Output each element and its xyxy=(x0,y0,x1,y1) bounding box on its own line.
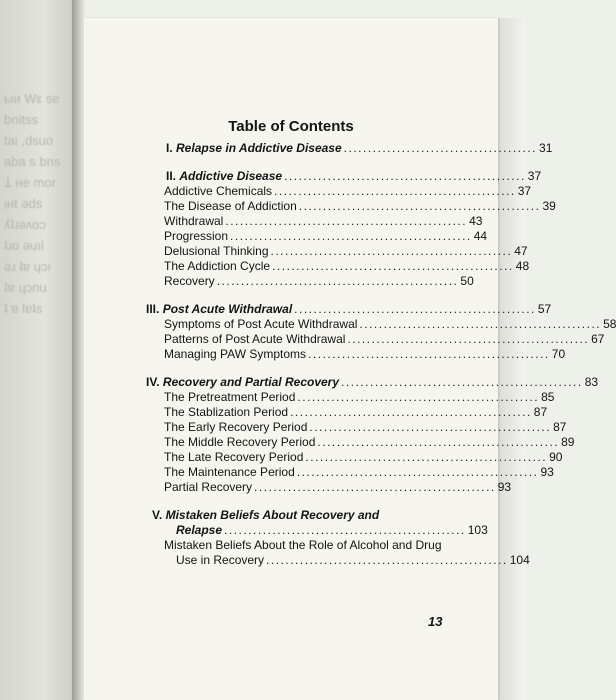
chapter-number: V. xyxy=(152,508,163,522)
leader-dots: .................................................. xyxy=(341,375,583,389)
chapter-number: II. xyxy=(166,169,177,183)
leader-dots: ........................................ xyxy=(343,141,538,155)
chapter-number: IV. xyxy=(146,375,160,389)
leader-dots: .................................................. xyxy=(294,302,536,316)
chapter-title-line1: Mistaken Beliefs About Recovery and xyxy=(165,508,380,522)
chapter-number: III. xyxy=(146,302,160,316)
toc-entry: Addictive Chemicals .................................................. 37 xyxy=(164,184,532,198)
chapter-number: I. xyxy=(166,141,173,155)
toc-entry: Delusional Thinking .................................................. 47 xyxy=(164,244,528,258)
toc-entry: Recovery .................................................. 50 xyxy=(164,274,474,288)
page-ref: 57 xyxy=(537,302,552,316)
toc-chapter xyxy=(166,141,553,156)
toc-entry: Patterns of Post Acute Withdrawal .................................................. 67 xyxy=(164,332,605,346)
toc-entry: Managing PAW Symptoms .................................................. 70 xyxy=(164,347,566,361)
chapter-title-line2: Relapse xyxy=(176,523,223,537)
toc-entry: Use in Recovery .................................................. 104 xyxy=(176,553,530,567)
toc-chapter-continued xyxy=(176,523,488,538)
toc-entry: Partial Recovery .................................................. 93 xyxy=(164,480,512,494)
facing-page xyxy=(0,0,80,700)
bleed-through-text: ыи Wε se bnitss tai ,dsuo aba s bns ꓕ ʜe mor ᴉʜt ǝds ʎʇɹǝʌoɔ ʇɹo ǝuıl ǝɹ ʇɐ ɥɔı ʇɐ ɥɔnu ʇ ɐ lɐʇs xyxy=(4,91,61,316)
toc-chapter xyxy=(166,169,542,184)
toc-chapter xyxy=(152,508,379,523)
page-ref: 83 xyxy=(584,375,599,389)
chapter-title: Recovery and Partial Recovery xyxy=(162,375,340,389)
toc-entry-line1: Mistaken Beliefs About the Role of Alcohol and Drug xyxy=(164,538,442,552)
toc-entry: The Maintenance Period .................................................. 93 xyxy=(164,465,554,479)
page-ref: 103 xyxy=(467,523,488,537)
toc-entry: The Pretreatment Period .................................................. 85 xyxy=(164,390,555,404)
toc-chapter xyxy=(146,302,552,317)
table-of-contents xyxy=(84,18,616,700)
page-ref: 37 xyxy=(527,169,542,183)
chapter-title: Relapse in Addictive Disease xyxy=(176,141,342,155)
toc-chapter xyxy=(146,375,599,390)
toc-entry: The Early Recovery Period .................................................. 87 xyxy=(164,420,567,434)
chapter-title: Addictive Disease xyxy=(179,169,283,183)
toc-entry: The Late Recovery Period .................................................. 90 xyxy=(164,450,563,464)
book-page xyxy=(84,18,616,700)
toc-entry: The Disease of Addiction .................................................. 39 xyxy=(164,199,556,213)
leader-dots: .................................................. xyxy=(224,523,466,537)
toc-entry: The Addiction Cycle .................................................. 48 xyxy=(164,259,530,273)
toc-entry: Symptoms of Post Acute Withdrawal .................................................. 58 xyxy=(164,317,616,331)
toc-entry: The Stablization Period .................................................. 87 xyxy=(164,405,548,419)
chapter-title: Post Acute Withdrawal xyxy=(162,302,293,316)
toc-entry: Progression .................................................. 44 xyxy=(164,229,488,243)
toc-entry: Withdrawal .................................................. 43 xyxy=(164,214,483,228)
leader-dots: .................................................. xyxy=(284,169,526,183)
toc-heading: Table of Contents xyxy=(228,118,354,135)
page-ref: 31 xyxy=(539,141,553,155)
toc-entry: The Middle Recovery Period .................................................. 89 xyxy=(164,435,575,449)
page-number: 13 xyxy=(428,614,443,629)
